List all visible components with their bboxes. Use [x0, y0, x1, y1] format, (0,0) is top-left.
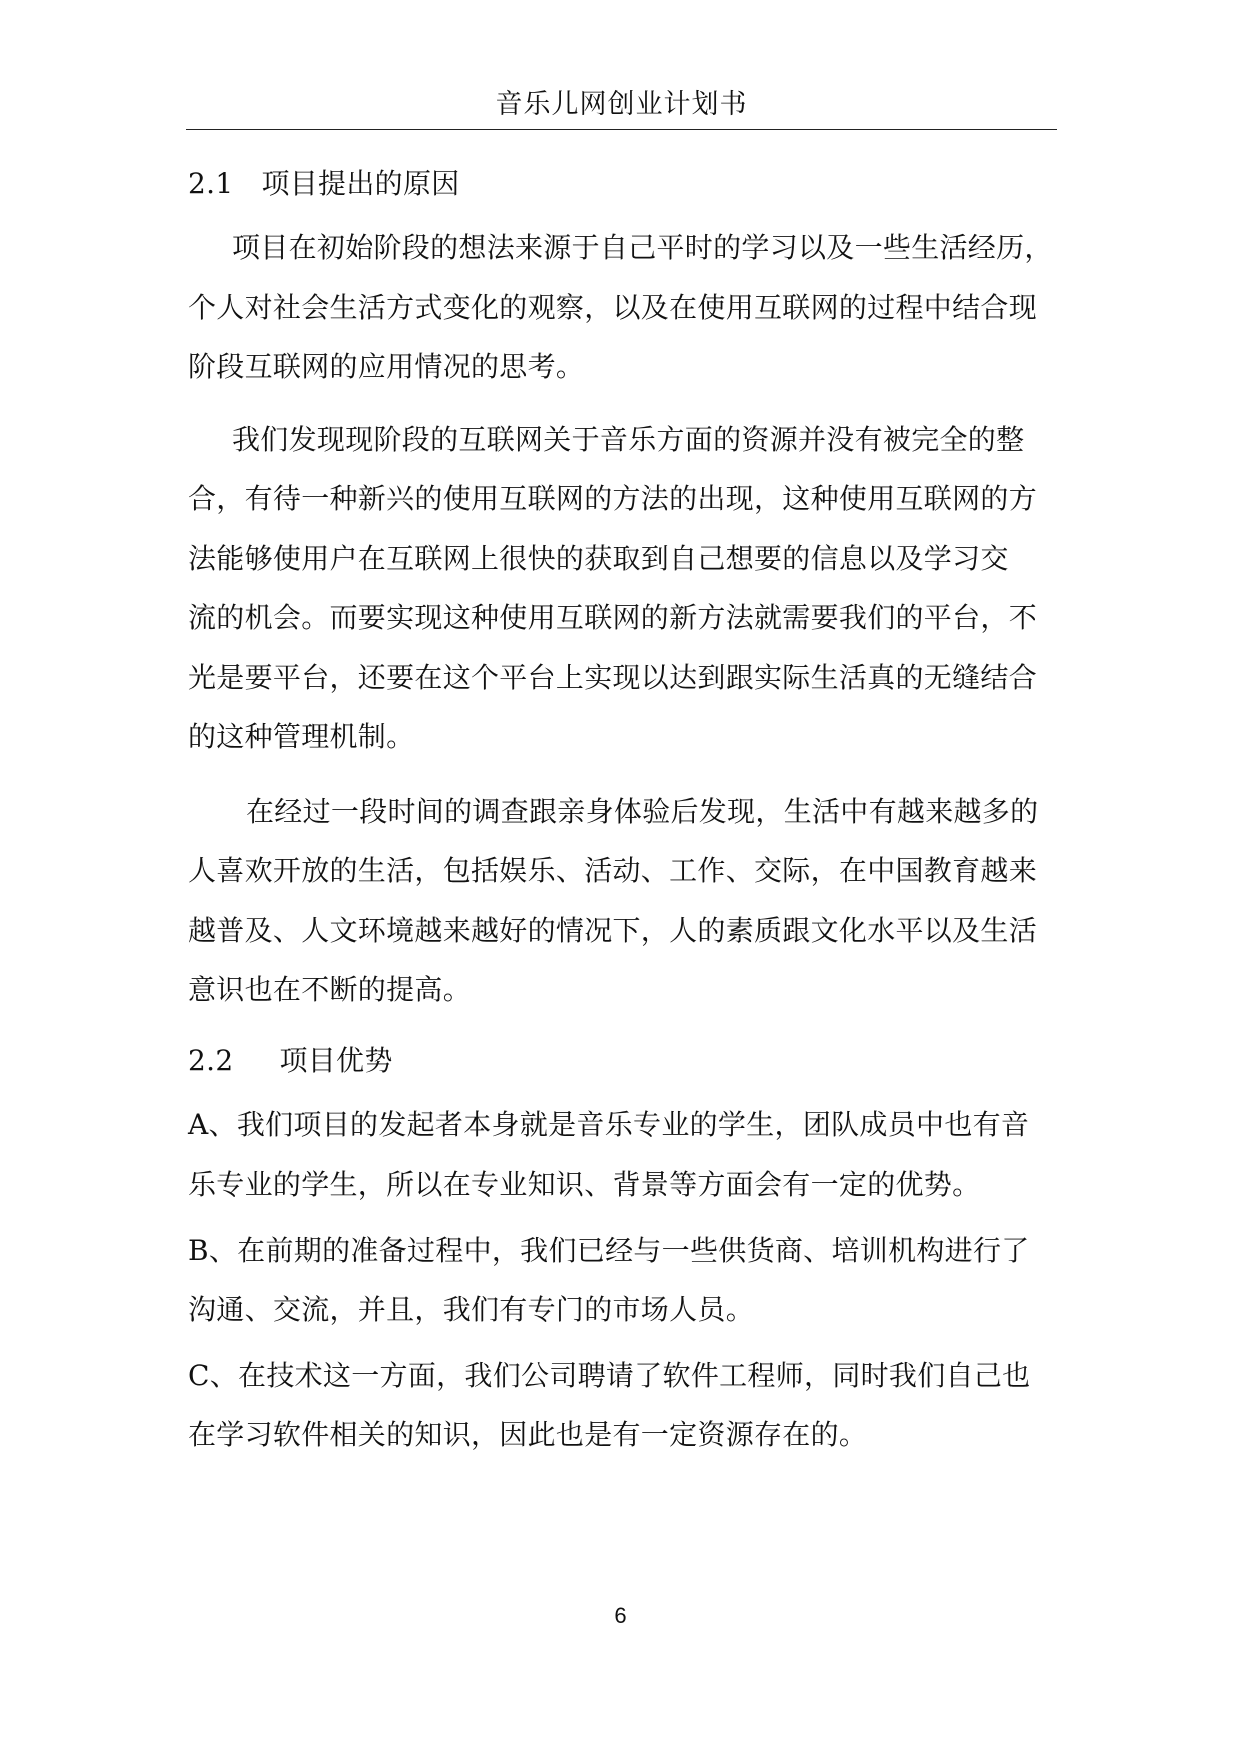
advantage-item-a-line-2: 乐专业的学生，所以在专业知识、背景等方面会有一定的优势。 — [188, 1168, 981, 1201]
header-rule — [186, 129, 1057, 130]
paragraph-1-line-1: 项目在初始阶段的想法来源于自己平时的学习以及一些生活经历， — [232, 231, 1053, 264]
advantage-item-b-line-2: 沟通、交流，并且，我们有专门的市场人员。 — [188, 1293, 755, 1326]
paragraph-3-line-4: 意识也在不断的提高。 — [188, 973, 472, 1006]
section-2-2-heading — [188, 1043, 393, 1079]
section-2-1-title: 项目提出的原因 — [261, 167, 460, 200]
advantage-item-b-line-1: B、在前期的准备过程中，我们已经与一些供货商、培训机构进行了 — [188, 1234, 1030, 1267]
running-header-title: 音乐儿网创业计划书 — [495, 89, 748, 120]
paragraph-3-line-2: 人喜欢开放的生活，包括娱乐、活动、工作、交际，在中国教育越来 — [188, 854, 1038, 887]
paragraph-1-line-2: 个人对社会生活方式变化的观察，以及在使用互联网的过程中结合现 — [188, 291, 1038, 324]
paragraph-3-line-1: 在经过一段时间的调查跟亲身体验后发现，生活中有越来越多的 — [246, 795, 1039, 828]
paragraph-1-line-3: 阶段互联网的应用情况的思考。 — [188, 350, 585, 383]
paragraph-2-line-6: 的这种管理机制。 — [188, 720, 415, 753]
section-2-2-number: 2.2 — [188, 1044, 234, 1077]
paragraph-2-line-3: 法能够使用户在互联网上很快的获取到自己想要的信息以及学习交 — [188, 542, 1009, 575]
section-2-2-title: 项目优势 — [279, 1044, 393, 1077]
advantage-item-c-line-1: C、在技术这一方面，我们公司聘请了软件工程师，同时我们自己也 — [188, 1359, 1031, 1392]
paragraph-3-line-3: 越普及、人文环境越来越好的情况下，人的素质跟文化水平以及生活 — [188, 914, 1038, 947]
paragraph-2-line-1: 我们发现现阶段的互联网关于音乐方面的资源并没有被完全的整 — [232, 423, 1025, 456]
advantage-item-c-line-2: 在学习软件相关的知识，因此也是有一定资源存在的。 — [188, 1418, 868, 1451]
paragraph-2-line-5: 光是要平台，还要在这个平台上实现以达到跟实际生活真的无缝结合 — [188, 661, 1038, 694]
paragraph-2-line-4: 流的机会。而要实现这种使用互联网的新方法就需要我们的平台，不 — [188, 601, 1038, 634]
paragraph-2-line-2: 合，有待一种新兴的使用互联网的方法的出现，这种使用互联网的方 — [188, 482, 1038, 515]
page-number: 6 — [614, 1603, 627, 1628]
advantage-item-a-line-1: A、我们项目的发起者本身就是音乐专业的学生，团队成员中也有音 — [188, 1108, 1030, 1141]
section-2-1-number: 2.1 — [188, 167, 234, 200]
section-2-1-heading — [188, 166, 460, 202]
